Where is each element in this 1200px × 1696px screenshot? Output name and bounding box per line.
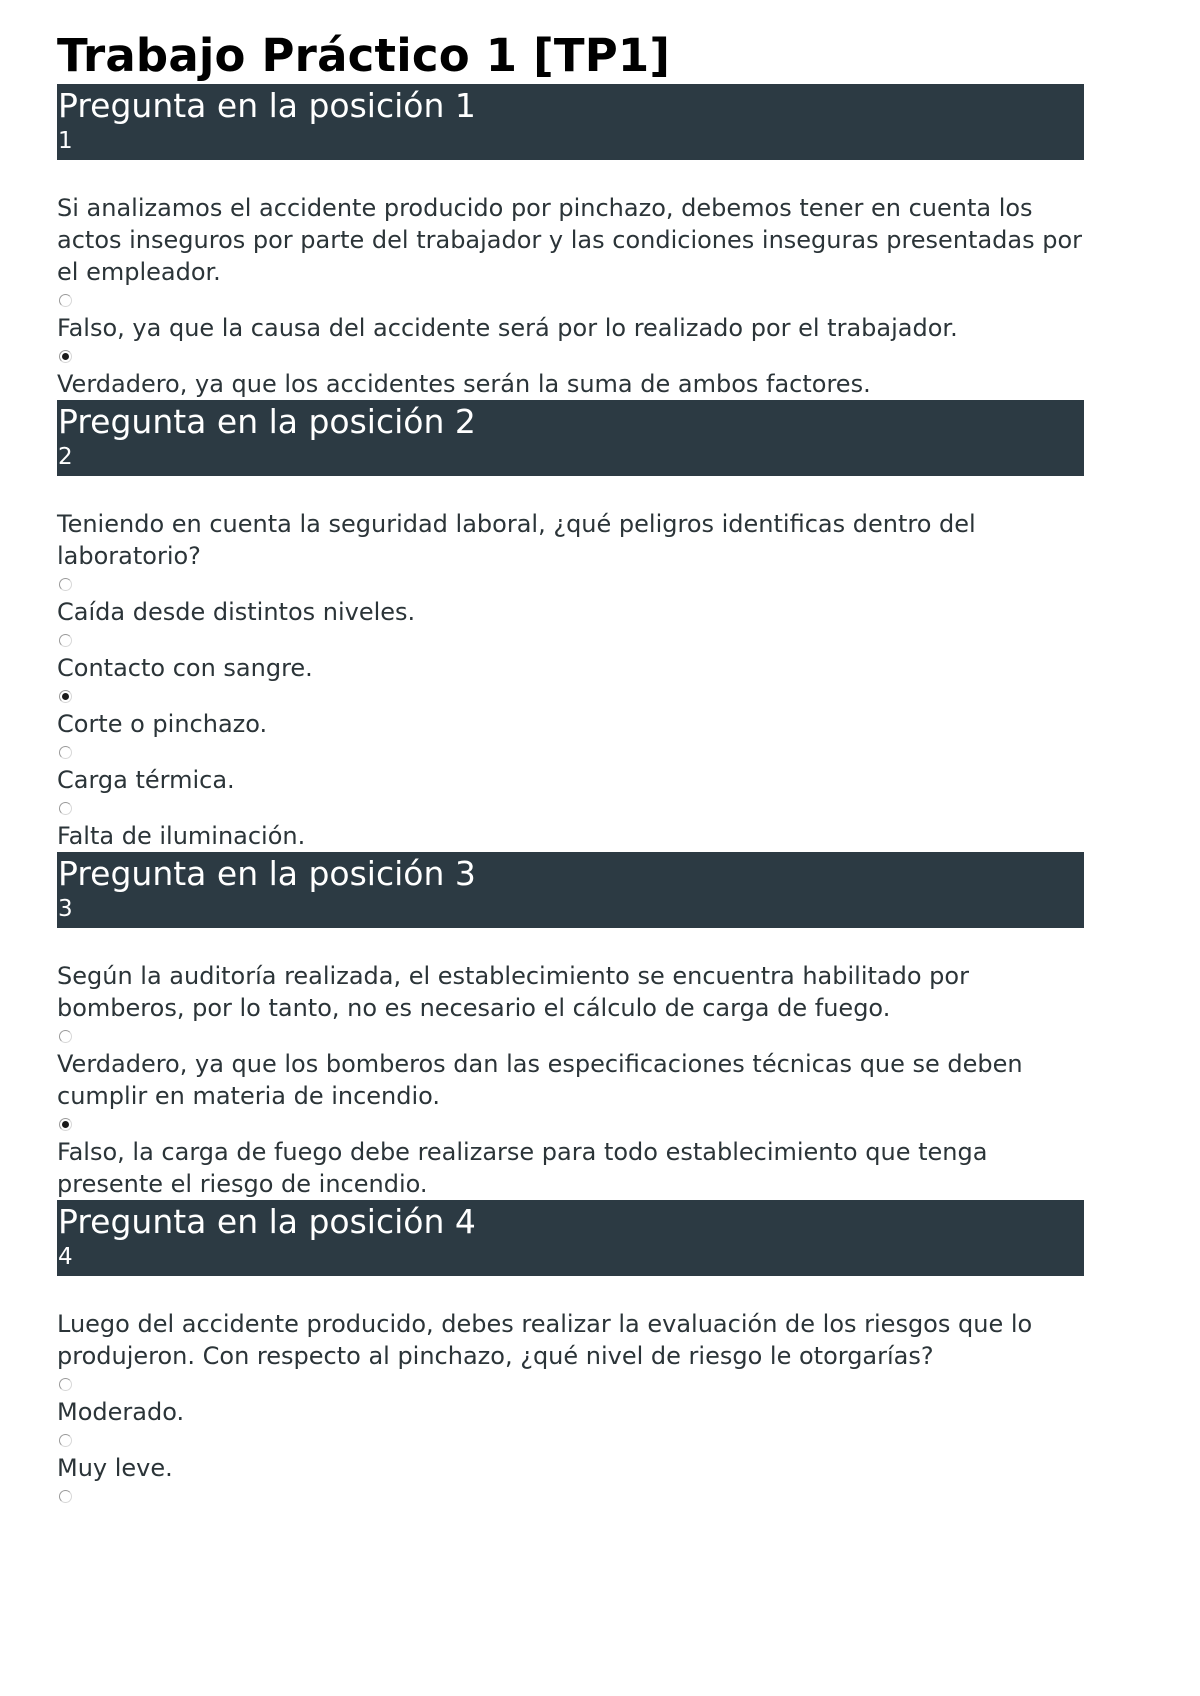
answer-option <box>57 350 1084 400</box>
answer-option-label: Verdadero, ya que los accidentes serán la suma de ambos factores. <box>57 370 871 398</box>
radio-button[interactable] <box>59 690 73 704</box>
radio-button[interactable] <box>59 1378 73 1392</box>
question-text: Luego del accidente producido, debes realizar la evaluación de los riesgos que lo produjeron. Con respecto al pinchazo, ¿qué nivel de riesgo le otorgarías? <box>57 1310 1033 1370</box>
question-header <box>57 1200 1084 1276</box>
answer-option-label: Falta de iluminación. <box>57 822 306 850</box>
question-number: 1 <box>58 128 73 154</box>
question-position-label: Pregunta en la posición 2 <box>58 402 476 441</box>
question-header <box>57 84 1084 160</box>
answer-option <box>57 578 1084 628</box>
answer-option <box>57 1378 1084 1428</box>
question-position-label: Pregunta en la posición 4 <box>58 1202 476 1241</box>
answer-option <box>57 1118 1084 1200</box>
question-number: 3 <box>58 896 73 922</box>
answer-option <box>57 1490 1084 1504</box>
answer-option <box>57 690 1084 740</box>
radio-button[interactable] <box>59 294 73 308</box>
answer-option <box>57 746 1084 796</box>
answer-option <box>57 294 1084 344</box>
question-header <box>57 852 1084 928</box>
question-text: Si analizamos el accidente producido por pinchazo, debemos tener en cuenta los actos inseguros por parte del trabajador y las condiciones inseguras presentadas por el empleador. <box>57 194 1083 286</box>
question-text: Según la auditoría realizada, el establecimiento se encuentra habilitado por bomberos, por lo tanto, no es necesario el cálculo de carga de fuego. <box>57 962 969 1022</box>
radio-button[interactable] <box>59 1030 73 1044</box>
question-block <box>57 1200 1084 1504</box>
question-position-label: Pregunta en la posición 3 <box>58 854 476 893</box>
answer-option <box>57 1030 1084 1112</box>
answer-option-label: Carga térmica. <box>57 766 235 794</box>
answer-option-label: Muy leve. <box>57 1454 173 1482</box>
radio-button[interactable] <box>59 634 73 648</box>
question-position-label: Pregunta en la posición 1 <box>58 86 476 125</box>
question-block <box>57 84 1084 400</box>
question-block <box>57 852 1084 1200</box>
answer-option-label: Caída desde distintos niveles. <box>57 598 416 626</box>
radio-button[interactable] <box>59 578 73 592</box>
question-text: Teniendo en cuenta la seguridad laboral, ¿qué peligros identificas dentro del laboratorio? <box>57 510 976 570</box>
answer-option-label: Falso, la carga de fuego debe realizarse para todo establecimiento que tenga presente el riesgo de incendio. <box>57 1138 988 1198</box>
answer-option <box>57 802 1084 852</box>
radio-button[interactable] <box>59 1434 73 1448</box>
answer-option <box>57 1434 1084 1484</box>
question-block <box>57 400 1084 852</box>
answer-option <box>57 634 1084 684</box>
radio-button[interactable] <box>59 350 73 364</box>
radio-button[interactable] <box>59 802 73 816</box>
answer-option-label: Moderado. <box>57 1398 185 1426</box>
quiz-title: Trabajo Práctico 1 [TP1] <box>57 29 671 82</box>
answer-option-label: Falso, ya que la causa del accidente será por lo realizado por el trabajador. <box>57 314 958 342</box>
radio-button[interactable] <box>59 1118 73 1132</box>
answer-option-label: Contacto con sangre. <box>57 654 313 682</box>
question-number: 4 <box>58 1244 73 1270</box>
radio-button[interactable] <box>59 1490 73 1504</box>
answer-option-label: Verdadero, ya que los bomberos dan las especificaciones técnicas que se deben cumplir en materia de incendio. <box>57 1050 1023 1110</box>
question-header <box>57 400 1084 476</box>
radio-button[interactable] <box>59 746 73 760</box>
question-number: 2 <box>58 444 73 470</box>
answer-option-label: Corte o pinchazo. <box>57 710 268 738</box>
